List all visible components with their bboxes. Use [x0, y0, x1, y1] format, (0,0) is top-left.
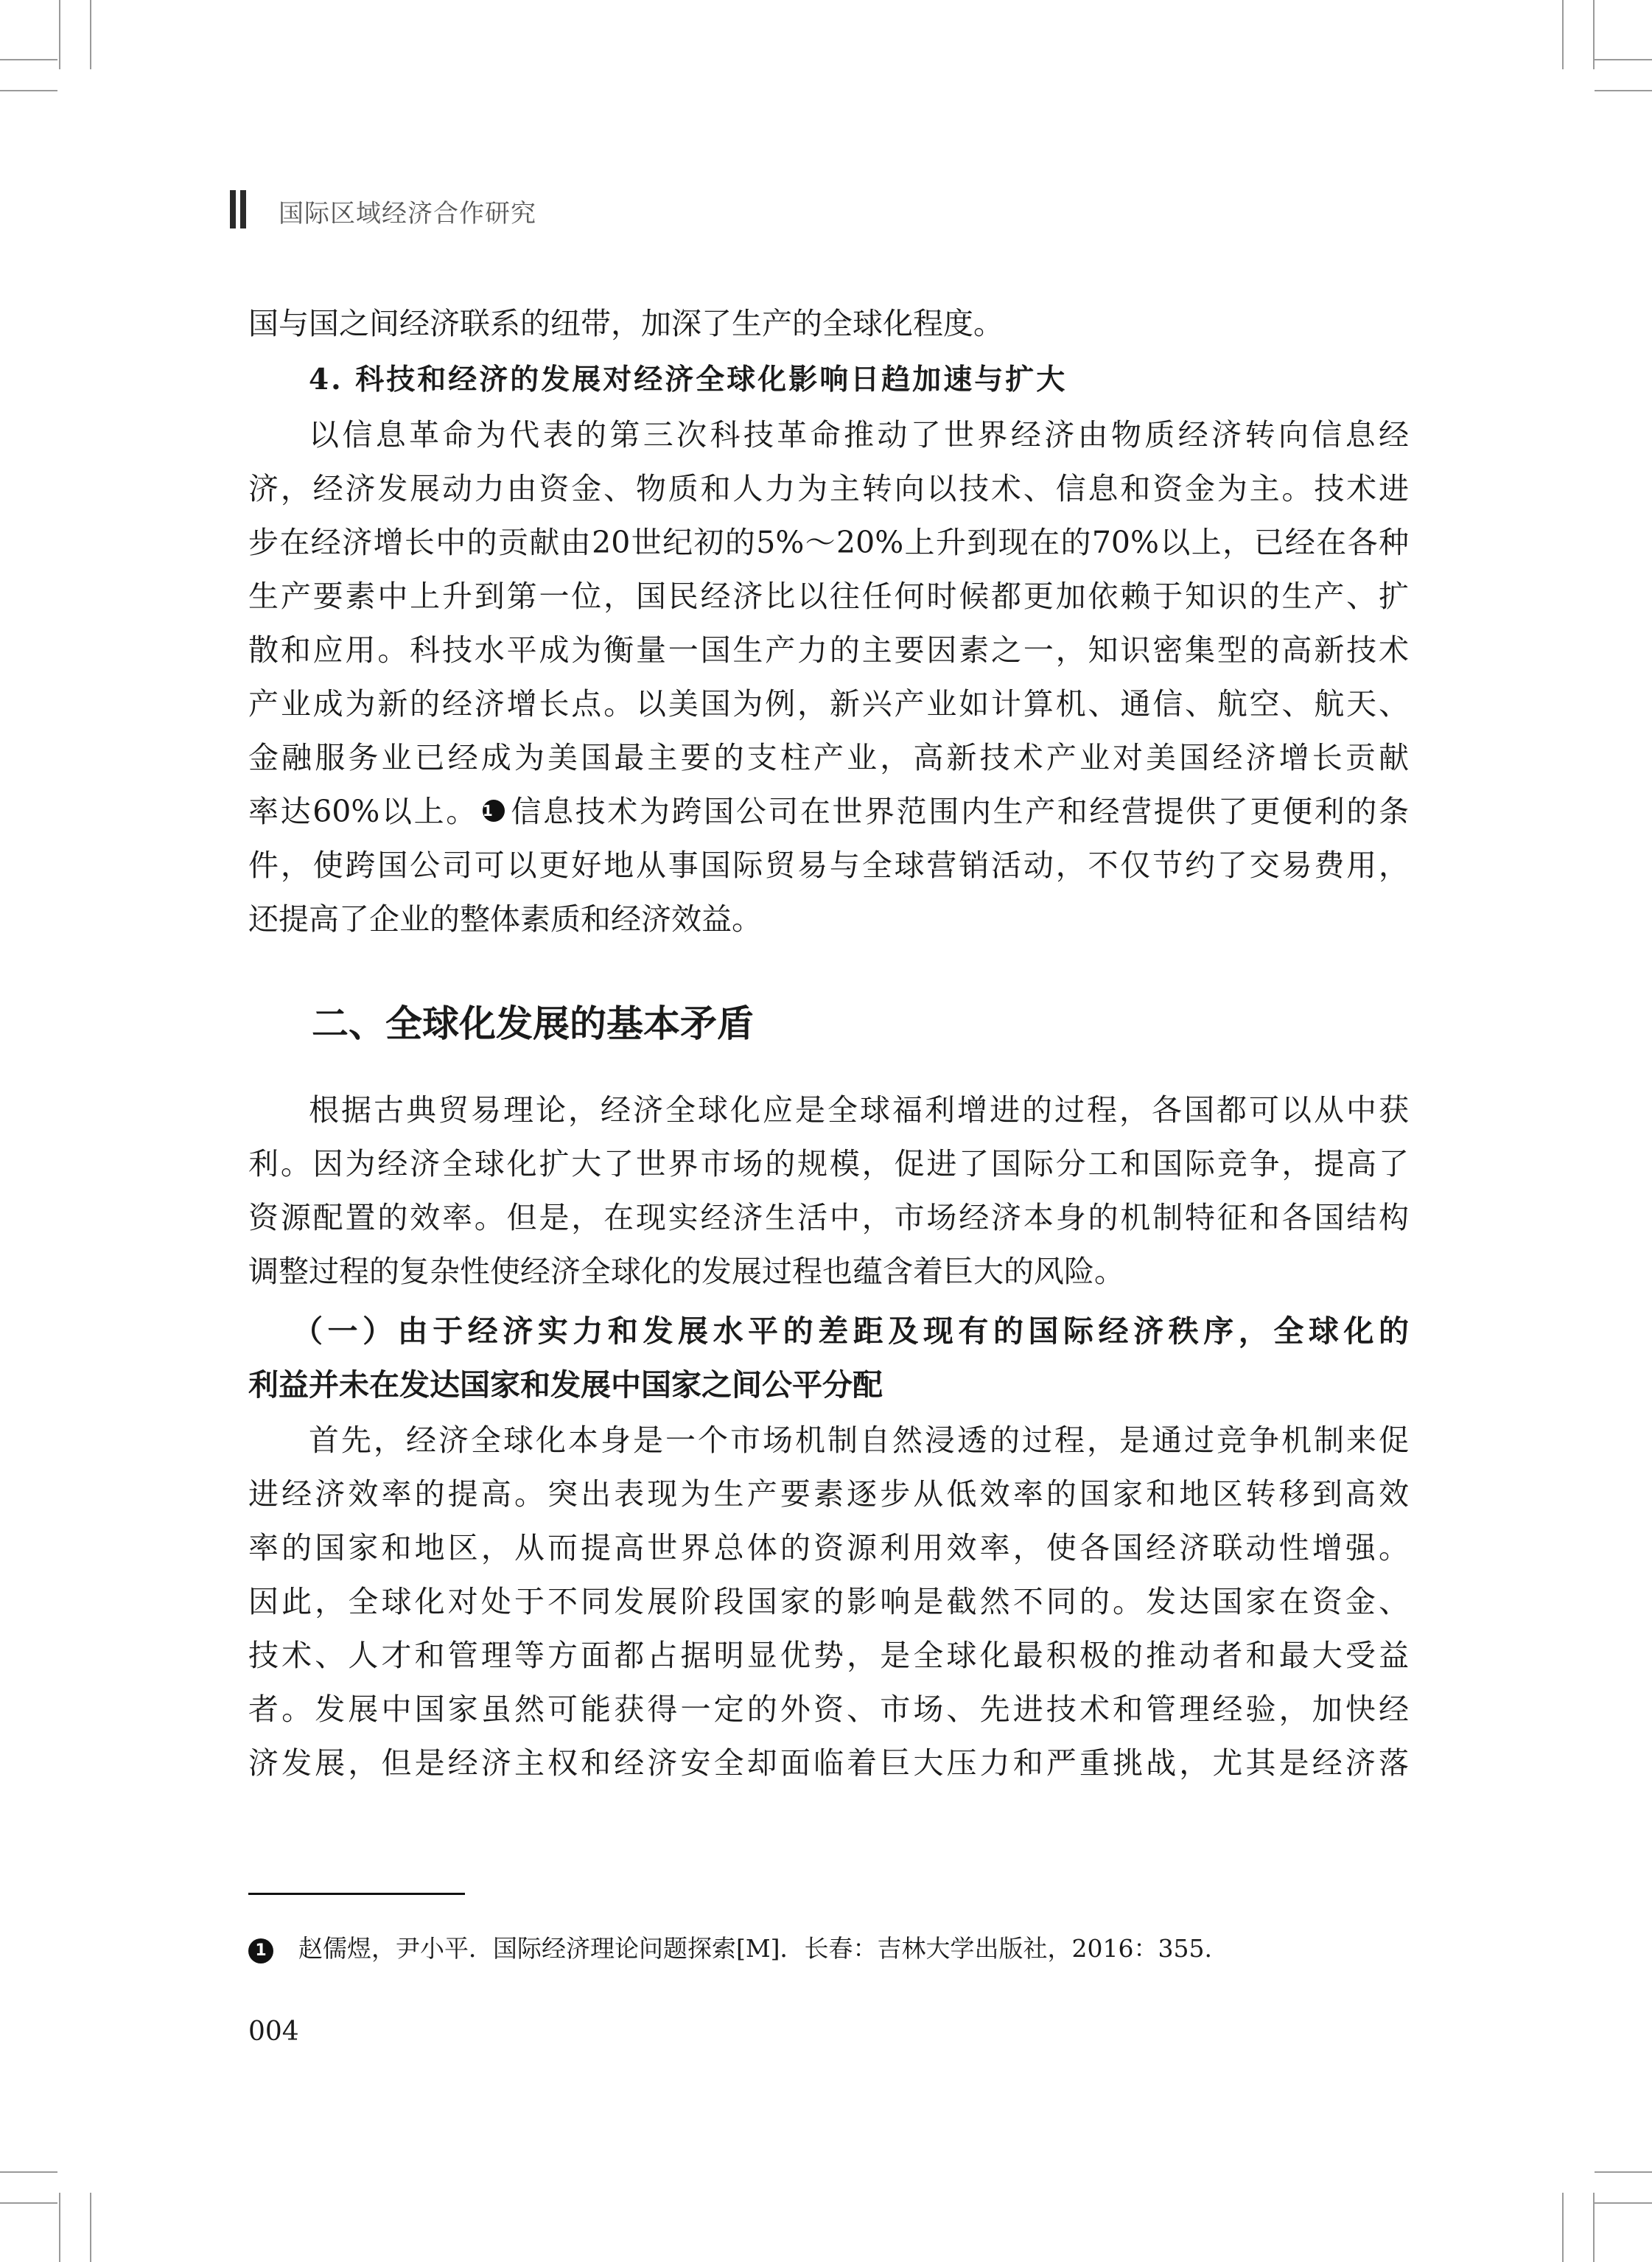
crop-mark	[0, 90, 57, 91]
crop-mark	[0, 2202, 57, 2204]
section-heading-block	[248, 994, 1409, 1053]
text-line: 进经济效率的提高。突出表现为生产要素逐步从低效率的国家和地区转移到高效	[248, 1476, 1409, 1512]
footnote-reference[interactable]: 1	[483, 800, 505, 822]
text-line: 调整过程的复杂性使经济全球化的发展过程也蕴含着巨大的风险。	[248, 1254, 1124, 1289]
text-line: 首先，经济全球化本身是一个市场机制自然浸透的过程，是通过竞争机制来促	[309, 1423, 1409, 1458]
running-head-bar	[240, 190, 246, 228]
running-head-bar	[230, 190, 236, 228]
crop-mark	[1562, 0, 1564, 69]
footnote-text: 赵儒煜，尹小平．国际经济理论问题探索[M]．长春：吉林大学出版社，2016：355.	[298, 1934, 1212, 1963]
crop-mark	[1595, 2202, 1652, 2204]
text-line: 技术、人才和管理等方面都占据明显优势，是全球化最积极的推动者和最大受益	[248, 1638, 1409, 1673]
paragraph	[248, 297, 1409, 351]
text-line: 以信息革命为代表的第三次科技革命推动了世界经济由物质经济转向信息经	[309, 417, 1409, 453]
text-line: 者。发展中国家虽然可能获得一定的外资、市场、先进技术和管理经验，加快经	[248, 1692, 1409, 1727]
crop-mark	[0, 59, 57, 60]
text-line: 资源配置的效率。但是，在现实经济生活中，市场经济本身的机制特征和各国结构	[248, 1200, 1409, 1235]
crop-mark	[90, 0, 91, 69]
text-line: 利。因为经济全球化扩大了世界市场的规模，促进了国际分工和国际竞争，提高了	[248, 1146, 1409, 1181]
text-line: 产业成为新的经济增长点。以美国为例，新兴产业如计算机、通信、航空、航天、	[248, 686, 1409, 722]
crop-mark	[90, 2193, 91, 2262]
text-line: 步在经济增长中的贡献由20世纪初的5%～20%上升到现在的70%以上，已经在各种	[248, 525, 1409, 560]
text-line: 金融服务业已经成为美国最主要的支柱产业，高新技术产业对美国经济增长贡献	[248, 740, 1409, 775]
subheading-4: 4. 科技和经济的发展对经济全球化影响日趋加速与扩大	[309, 363, 1068, 397]
text-line: 散和应用。科技水平成为衡量一国生产力的主要因素之一，知识密集型的高新技术	[248, 632, 1409, 668]
footnote-marker: 1	[248, 1938, 273, 1963]
page-number: 004	[248, 2017, 299, 2047]
text-span: 信息技术为跨国公司在世界范围内生产和经营提供了更便利的条	[508, 794, 1409, 829]
text-line: 件，使跨国公司可以更好地从事国际贸易与全球营销活动，不仅节约了交易费用，	[248, 848, 1409, 883]
paragraph	[248, 1414, 1409, 1790]
subsection-heading-line: （一）由于经济实力和发展水平的差距及现有的国际经济秩序，全球化的	[293, 1313, 1409, 1349]
crop-mark	[0, 2171, 57, 2173]
footnote	[248, 1928, 1409, 1969]
crop-mark	[1595, 90, 1652, 91]
text-span: 率达60%以上。	[248, 794, 478, 829]
text-line: 济，经济发展动力由资金、物质和人力为主转向以技术、信息和资金为主。技术进	[248, 471, 1409, 506]
crop-mark	[1595, 2171, 1652, 2173]
text-line: 因此，全球化对处于不同发展阶段国家的影响是截然不同的。发达国家在资金、	[248, 1584, 1409, 1619]
text-line	[248, 785, 1409, 839]
section-heading: 二、全球化发展的基本矛盾	[312, 1002, 754, 1045]
crop-mark	[59, 2193, 60, 2262]
running-head-title: 国际区域经济合作研究	[279, 199, 536, 228]
paragraph	[248, 408, 1409, 946]
crop-mark	[59, 0, 60, 69]
text-line: 根据古典贸易理论，经济全球化应是全球福利增进的过程，各国都可以从中获	[309, 1092, 1409, 1128]
text-line: 还提高了企业的整体素质和经济效益。	[248, 901, 762, 937]
subsection-heading-line: 利益并未在发达国家和发展中国家之间公平分配	[248, 1367, 883, 1403]
text-line: 率的国家和地区，从而提高世界总体的资源利用效率，使各国经济联动性增强。	[248, 1530, 1409, 1565]
text-line: 生产要素中上升到第一位，国民经济比以往任何时候都更加依赖于知识的生产、扩	[248, 579, 1409, 614]
paragraph	[248, 1083, 1409, 1299]
subheading	[248, 353, 1409, 407]
text-line: 济发展，但是经济主权和经济安全却面临着巨大压力和严重挑战，尤其是经济落	[248, 1745, 1409, 1781]
crop-mark	[1562, 2193, 1564, 2262]
text-line: 国与国之间经济联系的纽带，加深了生产的全球化程度。	[248, 306, 1004, 341]
subsection-heading	[248, 1305, 1409, 1412]
crop-mark	[1595, 59, 1652, 60]
footnote-rule	[248, 1893, 465, 1895]
